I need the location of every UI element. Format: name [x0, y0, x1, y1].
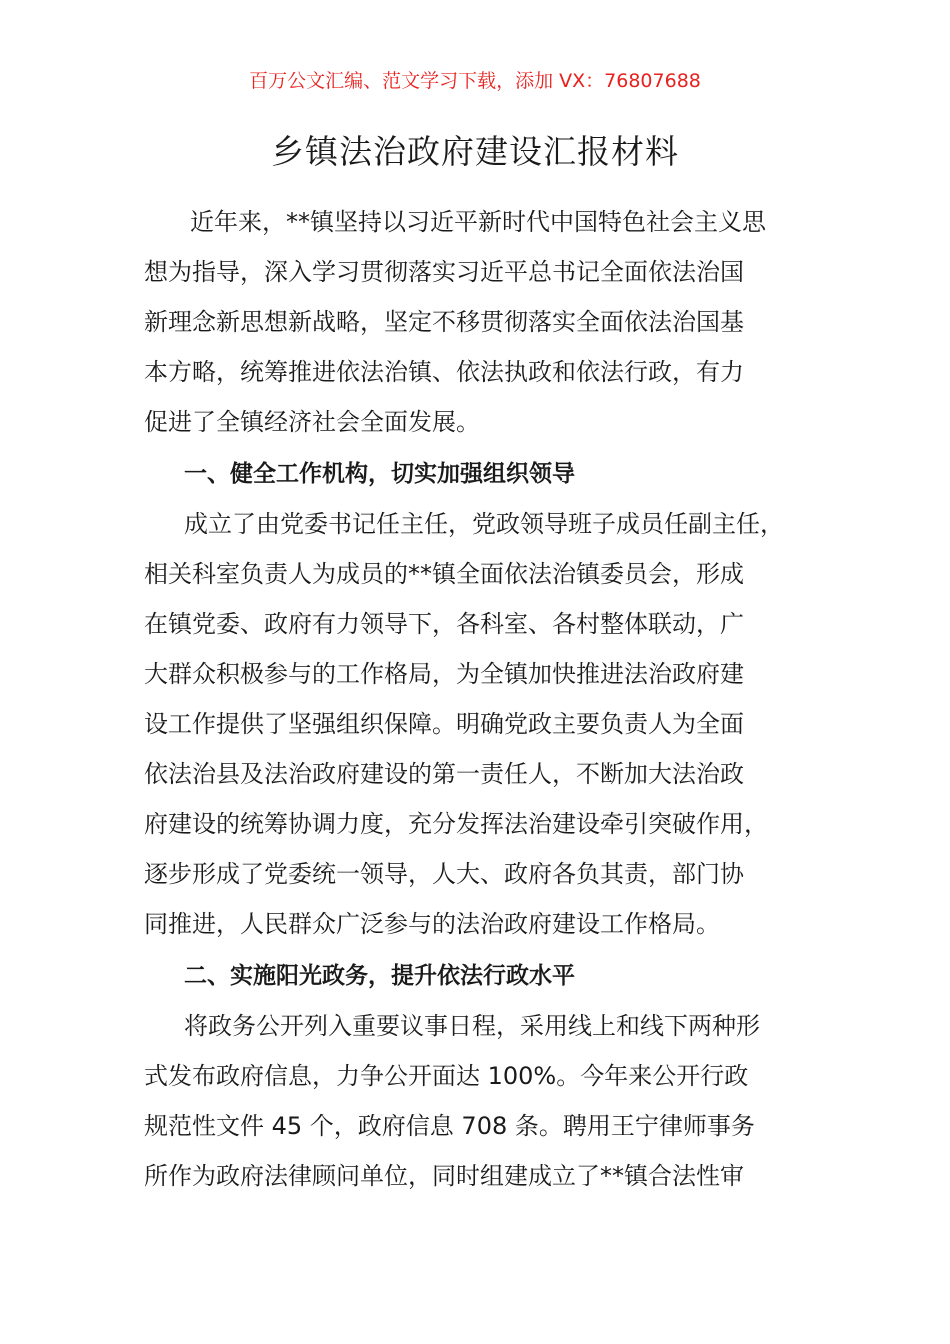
- document-title: 乡镇法治政府建设汇报材料: [271, 132, 679, 171]
- intro-paragraph: [144, 197, 824, 447]
- paragraph-line: 逐步形成了党委统一领导，人大、政府各负其责，部门协: [144, 860, 744, 888]
- paragraph-line: 依法治县及法治政府建设的第一责任人，不断加大法治政: [144, 760, 744, 788]
- paragraph-line: 促进了全镇经济社会全面发展。: [144, 408, 480, 436]
- paragraph-line: 本方略，统筹推进依法治镇、依法执政和依法行政，有力: [144, 358, 744, 386]
- section-heading: 一、健全工作机构，切实加强组织领导: [184, 461, 575, 487]
- paragraph-line: 大群众积极参与的工作格局，为全镇加快推进法治政府建: [144, 660, 744, 688]
- paragraph-line: 将政务公开列入重要议事日程，采用线上和线下两种形: [184, 1012, 760, 1040]
- paragraph-line: 规范性文件 45 个，政府信息 708 条。聘用王宁律师事务: [144, 1112, 755, 1140]
- paragraph-line: 设工作提供了坚强组织保障。明确党政主要负责人为全面: [144, 710, 744, 738]
- section-2: [144, 951, 824, 1201]
- paragraph-line: 想为指导，深入学习贯彻落实习近平总书记全面依法治国: [144, 258, 744, 286]
- section-1: [144, 449, 824, 949]
- paragraph-line: 在镇党委、政府有力领导下，各科室、各村整体联动，广: [144, 610, 744, 638]
- section-heading: 二、实施阳光政务，提升依法行政水平: [184, 963, 575, 989]
- paragraph-line: 成立了由党委书记任主任，党政领导班子成员任副主任，: [184, 510, 784, 538]
- promo-banner: 百万公文汇编、范文学习下载，添加 VX：76807688: [249, 70, 701, 92]
- paragraph-line: 近年来，**镇坚持以习近平新时代中国特色社会主义思: [190, 208, 766, 236]
- paragraph-line: 式发布政府信息，力争公开面达 100%。今年来公开行政: [144, 1062, 749, 1090]
- paragraph-line: 所作为政府法律顾问单位，同时组建成立了**镇合法性审: [144, 1162, 744, 1190]
- paragraph-line: 府建设的统筹协调力度，充分发挥法治建设牵引突破作用，: [144, 810, 768, 838]
- paragraph-line: 同推进，人民群众广泛参与的法治政府建设工作格局。: [144, 910, 720, 938]
- paragraph-line: 新理念新思想新战略，坚定不移贯彻落实全面依法治国基: [144, 308, 744, 336]
- paragraph-line: 相关科室负责人为成员的**镇全面依法治镇委员会，形成: [144, 560, 744, 588]
